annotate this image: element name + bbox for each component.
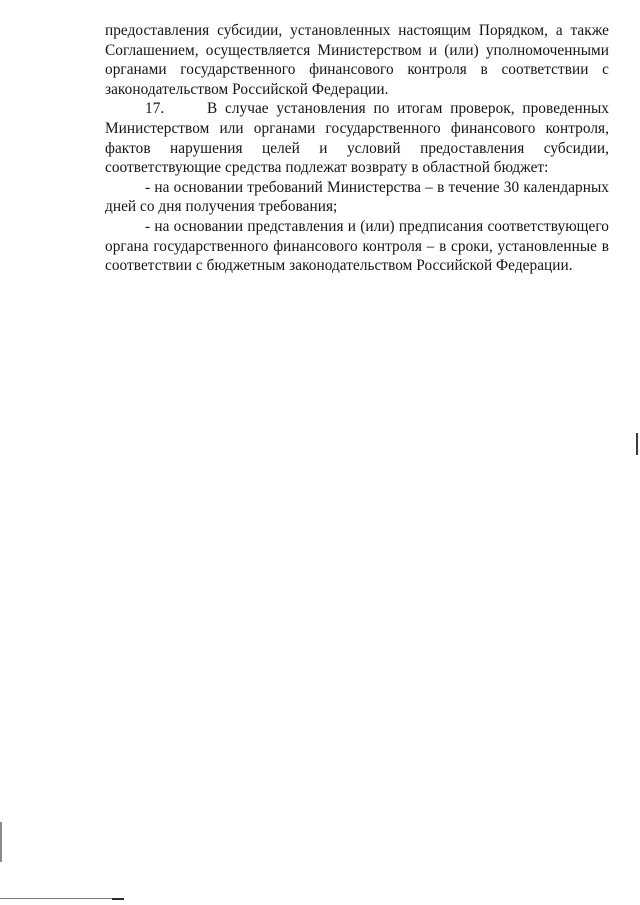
scan-bottom-mark	[112, 898, 124, 900]
text-line: - на основании представления и (или) предписания соответствующего	[145, 217, 609, 235]
list-item-requirements	[105, 178, 609, 217]
text-line: законодательством Российской Федерации.	[105, 80, 389, 98]
clause-17-first-line	[105, 99, 609, 119]
clause-17	[105, 99, 609, 177]
scan-bottom-rule	[0, 898, 120, 899]
clause-number: 17.	[145, 100, 165, 118]
text-line: предоставления субсидии, установленных настоящим Порядком, а также	[105, 22, 609, 39]
text-line: органа государственного финансового контроля – в сроки, установленные в	[105, 237, 609, 255]
text-line: дней со дня получения требования;	[105, 198, 338, 216]
paragraph-continuation	[105, 21, 609, 99]
text-line: органами государственного финансового контроля в соответствии с	[105, 61, 609, 79]
list-item-representation	[105, 217, 609, 276]
text-line: фактов нарушения целей и условий предоставления субсидии,	[105, 139, 609, 157]
scan-edge-mark	[636, 433, 638, 455]
scan-edge-mark	[0, 822, 2, 862]
text-line: Министерством или органами государственного финансового контроля,	[105, 119, 609, 137]
text-line: соответствующие средства подлежат возврату в областной бюджет:	[105, 159, 549, 177]
text-line: соответствии с бюджетным законодательством Российской Федерации.	[105, 257, 573, 275]
text-line: В случае установления по итогам проверок, проведенных	[207, 100, 609, 118]
text-line: Соглашением, осуществляется Министерством и (или) уполномоченными	[105, 41, 609, 59]
document-body	[105, 21, 609, 276]
text-line: - на основании требований Министерства – в течение 30 календарных	[145, 178, 609, 196]
